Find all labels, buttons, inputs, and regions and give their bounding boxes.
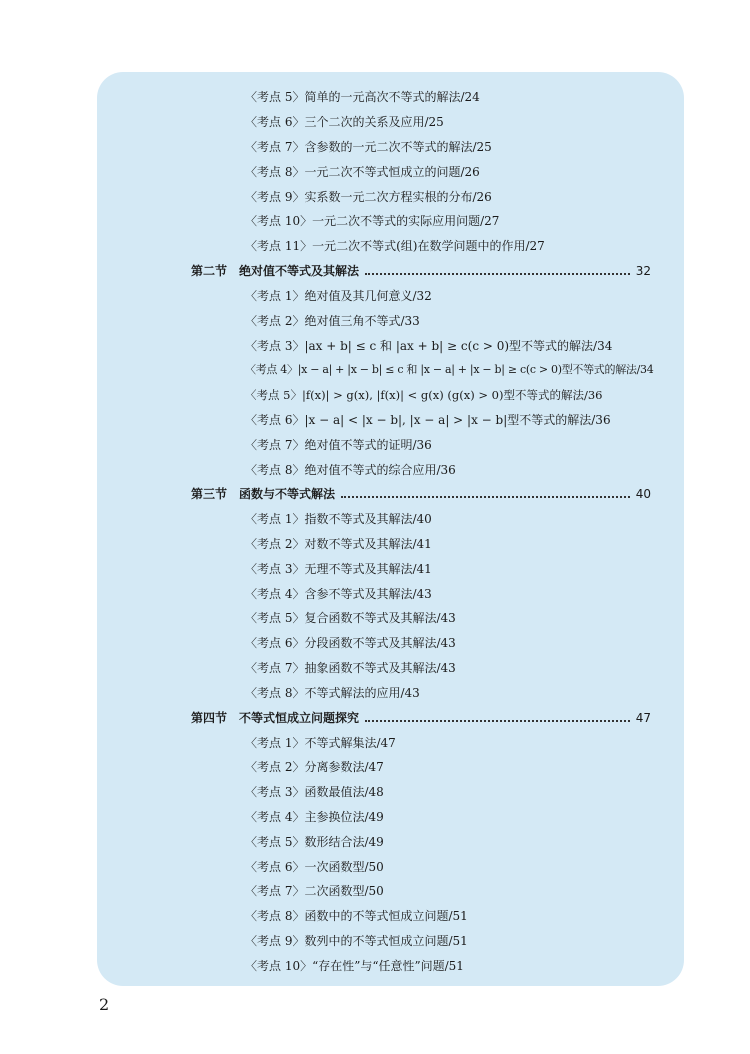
toc-entry[interactable]: 〈考点 3〉无理不等式及其解法/41 (245, 562, 432, 576)
section-page: 40 (635, 487, 651, 501)
toc-entry[interactable]: 〈考点 10〉一元二次不等式的实际应用问题/27 (245, 214, 500, 228)
toc-entry[interactable]: 〈考点 1〉绝对值及其几何意义/32 (245, 289, 432, 303)
section-number: 第三节 (191, 487, 228, 501)
toc-entry[interactable]: 〈考点 6〉一次函数型/50 (245, 860, 384, 874)
toc-entry[interactable]: 〈考点 5〉简单的一元高次不等式的解法/24 (245, 90, 480, 104)
toc-entry[interactable]: 〈考点 4〉|x − a| + |x − b| ≤ c 和 |x − a| + |x − b| ≥ c(c > 0)型不等式的解法/34 (245, 363, 654, 376)
toc-entry[interactable]: 〈考点 1〉指数不等式及其解法/40 (245, 512, 432, 526)
toc-entry[interactable]: 〈考点 10〉“存在性”与“任意性”问题/51 (245, 959, 464, 973)
section-heading-2[interactable] (191, 263, 651, 279)
toc-entry[interactable]: 〈考点 11〉一元二次不等式(组)在数学问题中的作用/27 (245, 239, 545, 253)
section-heading-3[interactable] (191, 486, 651, 502)
toc-entry[interactable]: 〈考点 1〉不等式解集法/47 (245, 736, 396, 750)
toc-entry[interactable]: 〈考点 4〉主参换位法/49 (245, 810, 384, 824)
toc-entry[interactable]: 〈考点 7〉二次函数型/50 (245, 884, 384, 898)
page-number: 2 (99, 995, 110, 1014)
section-title: 函数与不等式解法 (239, 487, 336, 501)
toc-entry[interactable]: 〈考点 6〉三个二次的关系及应用/25 (245, 115, 444, 129)
toc-entry[interactable]: 〈考点 8〉绝对值不等式的综合应用/36 (245, 463, 456, 477)
toc-entry[interactable]: 〈考点 8〉函数中的不等式恒成立问题/51 (245, 909, 468, 923)
toc-entry[interactable]: 〈考点 5〉|f(x)| > g(x), |f(x)| < g(x) (g(x) > 0)型不等式的解法/36 (245, 388, 603, 402)
toc-entry[interactable]: 〈考点 6〉分段函数不等式及其解法/43 (245, 636, 456, 650)
toc-entry[interactable]: 〈考点 7〉含参数的一元二次不等式的解法/25 (245, 140, 492, 154)
toc-panel (97, 72, 684, 986)
dot-leader (365, 719, 630, 722)
dot-leader (341, 495, 630, 498)
section-title: 不等式恒成立问题探究 (239, 711, 360, 725)
section-page: 47 (635, 711, 651, 725)
toc-entry[interactable]: 〈考点 2〉绝对值三角不等式/33 (245, 314, 420, 328)
section-page: 32 (635, 264, 651, 278)
toc-entry[interactable]: 〈考点 3〉函数最值法/48 (245, 785, 384, 799)
toc-entry[interactable]: 〈考点 2〉分离参数法/47 (245, 760, 384, 774)
section-heading-4[interactable] (191, 710, 651, 726)
toc-entry[interactable]: 〈考点 8〉不等式解法的应用/43 (245, 686, 420, 700)
section-number: 第四节 (191, 711, 228, 725)
section-title: 绝对值不等式及其解法 (239, 264, 360, 278)
dot-leader (365, 272, 630, 275)
toc-entry[interactable]: 〈考点 2〉对数不等式及其解法/41 (245, 537, 432, 551)
toc-entry[interactable]: 〈考点 7〉绝对值不等式的证明/36 (245, 438, 432, 452)
toc-entry[interactable]: 〈考点 8〉一元二次不等式恒成立的问题/26 (245, 165, 480, 179)
toc-entry[interactable]: 〈考点 9〉实系数一元二次方程实根的分布/26 (245, 190, 492, 204)
toc-entry[interactable]: 〈考点 3〉|ax + b| ≤ c 和 |ax + b| ≥ c(c > 0)型不等式的解法/34 (245, 339, 613, 353)
toc-entry[interactable]: 〈考点 5〉复合函数不等式及其解法/43 (245, 611, 456, 625)
toc-entry[interactable]: 〈考点 4〉含参不等式及其解法/43 (245, 587, 432, 601)
toc-entry[interactable]: 〈考点 6〉|x − a| < |x − b|, |x − a| > |x − b|型不等式的解法/36 (245, 413, 611, 427)
toc-entry[interactable]: 〈考点 9〉数列中的不等式恒成立问题/51 (245, 934, 468, 948)
section-number: 第二节 (191, 264, 228, 278)
toc-entry[interactable]: 〈考点 5〉数形结合法/49 (245, 835, 384, 849)
toc-entry[interactable]: 〈考点 7〉抽象函数不等式及其解法/43 (245, 661, 456, 675)
